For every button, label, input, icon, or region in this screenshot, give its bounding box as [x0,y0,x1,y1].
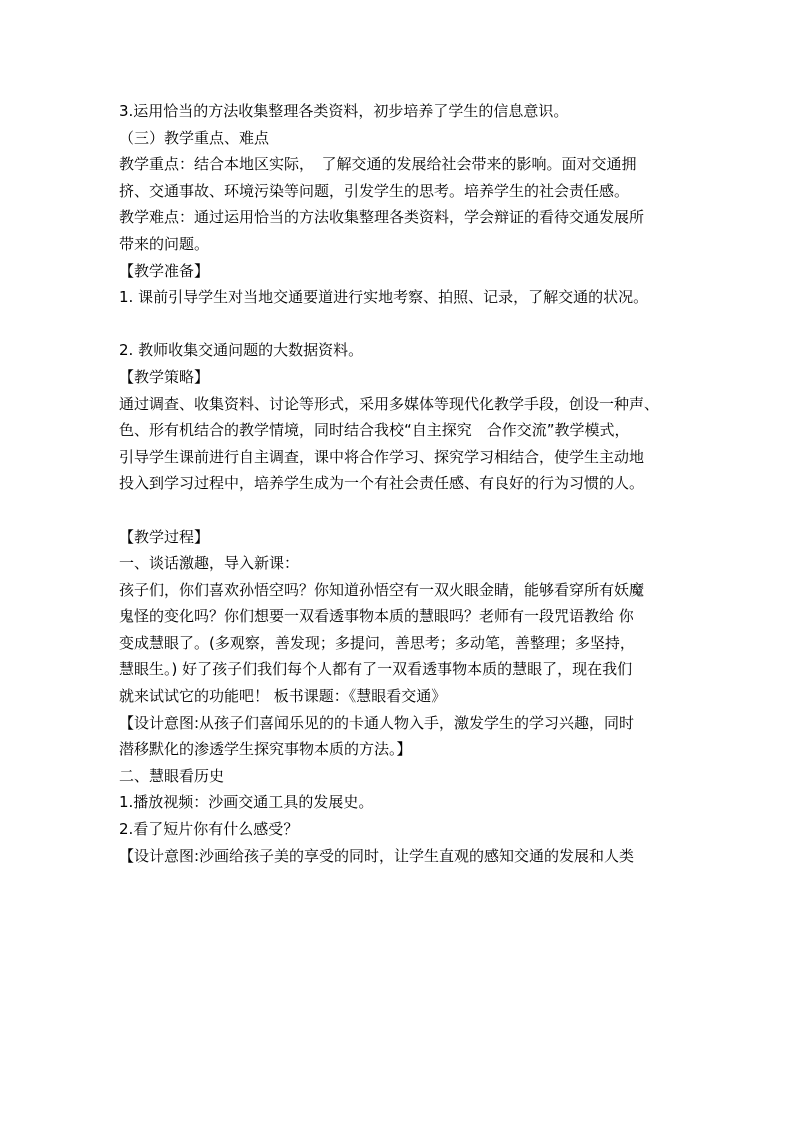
text-line: 孩子们，你们喜欢孙悟空吗？你知道孙悟空有一双火眼金睛，能够看穿所有妖魔 [119,580,645,599]
blank-line [119,497,679,524]
text-line: 2. 教师收集交通问题的大数据资料。 [119,341,364,360]
text-line: 潜移默化的渗透学生探究事物本质的方法。】 [119,740,412,759]
text-line: 通过调查、收集资料、讨论等形式，采用多媒体等现代化教学手段，创设一种声、 [119,394,660,413]
section-heading: 【教学准备】 [119,261,210,280]
text-line: 就来试试它的功能吧！ 板书课题：《慧眼看交通》 [119,687,447,706]
section-heading: （三）教学重点、难点 [119,128,270,147]
section-heading: 【教学过程】 [119,527,210,546]
text-line: 鬼怪的变化吗？你们想要一双看透事物本质的慧眼吗？老师有一段咒语教给 你 [119,607,634,626]
text-line: 慧眼生。) 好了孩子们我们每个人都有了一双看透事物本质的慧眼了，现在我们 [119,660,633,679]
text-line: 引导学生课前进行自主调查，课中将合作学习、探究学习相结合，使学生主动地 [119,447,645,466]
text-line: 1.播放视频：沙画交通工具的发展史。 [119,793,374,812]
text-line: 1. 课前引导学生对当地交通要道进行实地考察、拍照、记录，了解交通的状况。 [119,288,649,307]
text-line: 2.看了短片你有什么感受？ [119,820,299,839]
text-line: 教学重点：结合本地区实际， 了解交通的发展给社会带来的影响。面对交通拥 [119,155,637,174]
text-line: 【设计意图:沙画给孩子美的享受的同时，让学生直观的感知交通的发展和人类 [119,846,635,865]
text-line: 【设计意图:从孩子们喜闻乐见的的卡通人物入手，激发学生的学习兴趣，同时 [119,713,635,732]
text-line: 变成慧眼了。(多观察，善发现；多提问，善思考；多动笔，善整理；多坚持， [119,633,635,652]
subsection-heading: 二、慧眼看历史 [119,766,225,785]
text-line: 挤、交通事故、环境污染等问题，引发学生的思考。培养学生的社会责任感。 [119,181,630,200]
document-body [119,98,679,869]
text-line: 色、形有机结合的教学情境，同时结合我校“自主探究 合作交流”教学模式， [119,421,630,440]
subsection-heading: 一、谈话激趣，导入新课： [119,554,300,573]
section-heading: 【教学策略】 [119,367,210,386]
text-line: 3.运用恰当的方法收集整理各类资料，初步培养了学生的信息意识。 [119,102,569,120]
text-line: 带来的问题。 [119,234,210,253]
blank-line [119,311,679,338]
text-line: 教学难点：通过运用恰当的方法收集整理各类资料，学会辩证的看待交通发展所 [119,208,645,227]
text-line: 投入到学习过程中，培养学生成为一个有社会责任感、有良好的行为习惯的人。 [119,474,645,493]
